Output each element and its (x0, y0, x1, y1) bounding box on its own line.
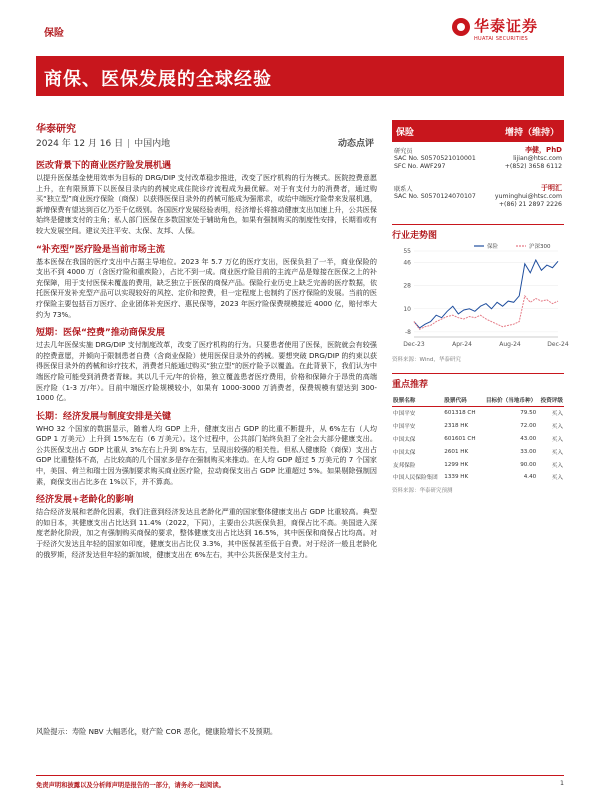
legend-label: 沪深300 (529, 244, 551, 250)
risk-warning: 风险提示：寿险 NBV 大幅恶化，财产险 COR 恶化，健康险增长不及预期。 (36, 727, 278, 736)
section-text: WHO 32 个国家的数据显示，随着人均 GDP 上升，健康支出占 GDP 的比重不断提升，从 6%左右（人均 GDP 1 万美元）上升到 15%左右（6 万美元）。这个过程中，公共部门始终负担了全社会大部分健康支出。公共医保支出占 GDP 比重从 3%左右上升到 8%左右，呈现出较强的相关性。但私人健康险（商保）支出占 GDP 比重整体不高，占比较高的几个国家多是存在强制购买来推动。在人均 GDP 超过 5 万美元的 7 个国家中，美国、荷兰和瑞士因为强制要求购买商业医疗险，拉动商保支出占 GDP 比重超过 5%。如果剔除强制因素，商保支出占比多在 1%以下，并不算高。 (36, 423, 377, 486)
picks-source: 资料来源：华泰研究预测 (392, 487, 453, 494)
investment-rating: 买入 (551, 475, 563, 482)
analyst-phone: +(86) 21 2897 2226 (498, 201, 562, 208)
stock-name: 中国太保 (393, 436, 416, 443)
investment-rating: 买入 (551, 411, 563, 418)
stock-code: 601318 CH (444, 410, 476, 417)
x-tick-label: Apr-24 (452, 341, 472, 348)
picks-row (392, 471, 564, 484)
picks-table (392, 394, 564, 484)
stock-code: 1299 HK (444, 461, 469, 468)
trend-title: 行业走势图 (392, 224, 564, 241)
stock-code: 601601 CH (444, 435, 476, 442)
footer-disclaimer: 免责声明和披露以及分析师声明是报告的一部分，请务必一起阅读。 (36, 782, 225, 789)
x-tick-label: Aug-24 (499, 341, 521, 348)
section-title: “补充型”医疗险是当前市场主流 (36, 244, 165, 255)
y-tick-label: -8 (405, 328, 411, 336)
y-tick-label: 10 (403, 305, 411, 313)
logo-subtext: HUATAI SECURITIES (474, 36, 528, 42)
investment-rating: 买入 (551, 449, 563, 456)
report-type: 动态点评 (338, 139, 375, 149)
rating-value: 增持（维持） (504, 128, 559, 138)
section-text: 基本医保在我国的医疗支出中占据主导地位。2023 年 5.7 万亿的医疗支出，医保负担了一半，商业保险的支出不到 4000 万（含医疗险和重疾险），占比不到一成。商业医疗险目前的主流产品是嫁接在医保之上的补充保障，用于支付医保未覆盖的费用，缺乏独立于医保的商保产品。保险行业历史上缺乏完善的医疗数据，依托医保开发补充型产品可以实现较好的风控、定价和控费，但一定程度上也制约了医疗保险的发展。当前的医疗保险主要包括百万医疗、企业团体补充医疗、惠民保等，2023 年医疗险保费规模接近 4000 亿，赔付率大约为 73%。 (36, 256, 377, 319)
trend-source: 资料来源：Wind，华泰研究 (392, 357, 461, 363)
section-text: 以提升医保基金使用效率为目标的 DRG/DIP 支付改革稳步推进，改变了医疗机构的行为模式。医院控费意愿上升，在有限预算下以医保目录内的药械完成住院诊疗流程成为最优解。对于有支付力的消费者，通过购买“独立型”商业医疗保险（商保）以获得医保目录外的药械可能成为强需求，或给中端医疗险带来发展机遇，新增保费有望达到百亿乃至千亿级别。各国医疗发展经验表明，经济增长将推动健康支出加速上升，公共医保始终是健康支付的主角；私人部门医保在多数国家处于辅助角色，如果有强制购买的制度性安排，长期看或有较大发展空间。建议关注平安、太保、友邦、人保。 (36, 173, 377, 235)
analyst-email[interactable]: lijian@htsc.com (513, 155, 562, 162)
title-banner (36, 56, 564, 96)
report-date: 2024 年 12 月 16 日 (36, 139, 124, 149)
y-tick-label: 28 (403, 282, 411, 290)
picks-row (392, 445, 564, 458)
target-price: 4.40 (523, 474, 537, 481)
report-meta: 2024 年 12 月 16 日 | 中国内地 (36, 139, 171, 149)
analyst-role: 联系人 (394, 186, 413, 193)
trend-chart (392, 241, 569, 353)
section-title: 医改背景下的商业医疗险发展机遇 (36, 161, 172, 171)
investment-rating: 买入 (551, 436, 563, 443)
stock-code: 2318 HK (444, 423, 469, 430)
picks-header: 股票名称 (392, 394, 443, 407)
rating-sector: 保险 (396, 128, 415, 138)
analyst-name: 李健，PhD (525, 146, 562, 154)
analyst-sac: SAC No. S0570521010001 (394, 155, 476, 162)
rating-header (392, 120, 564, 142)
huatai-logo (452, 14, 564, 48)
section-text: 过去几年医保实施 DRG/DIP 支付制度改革，改变了医疗机构的行为。只要患者使用了医保，医院就会有较强的控费意愿，并倾向于限制患者自费（含商业保险）使用医保目录外的药械。要想突破 DRG/DIP 的约束以获得医保目录外的药械和诊疗技术，消费者只能通过购买“独立型”的医疗险予以覆盖。在此背景下，我们认为中端医疗险可能受到消费者青睐。其以几千元/年的价格，独立覆盖患者医疗费用，价格和保障介于昂贵的高端医疗险（1-3 万/年）。目前中端医疗险规模较小，如果有 1000-3000 万消费者，保费规模有望达到 300-1000 亿。 (36, 340, 377, 403)
logo-text: 华泰证券 (474, 17, 539, 35)
target-price: 33.00 (520, 448, 537, 455)
analyst-block (392, 180, 564, 218)
picks-header-row (392, 394, 564, 407)
picks-header: 股票代码 (443, 394, 479, 407)
target-price: 72.00 (520, 423, 537, 430)
picks-title: 重点推荐 (392, 373, 564, 390)
target-price: 43.00 (520, 435, 537, 442)
investment-rating: 买入 (551, 462, 563, 469)
analyst-role: 研究员 (394, 148, 413, 155)
picks-row (392, 458, 564, 471)
stock-code: 2601 HK (444, 448, 469, 455)
picks-header: 目标价（当地币种） (480, 394, 537, 407)
x-tick-label: Dec-23 (403, 341, 425, 348)
series-line (414, 260, 558, 328)
section-text: 结合经济发展和老龄化因素，我们注意到经济发达且老龄化严重的国家整体健康支出占 GDP 比重较高。典型的如日本，其健康支出占比达到 11.4%（2022，下同），主要由公共医保负担，商保占比不高。美国进入深度老龄化阶段，加之有强制购买商保的要求，整体健康支出占比达到 16.5%，其中医保和商保占比均高。对于经济欠发达且年轻的国家如印度，健康支出占比仅 3.3%，其中医保甚至低于自费。对于经济一般且老龄化的俄罗斯，经济发达但年轻的新加坡，健康支出在 6%左右，其中公共医保是支付主力。 (36, 507, 377, 559)
analyst-email[interactable]: yuminghui@htsc.com (494, 193, 562, 200)
top-bar (36, 18, 564, 46)
target-price: 90.00 (520, 461, 537, 468)
stock-code: 1339 HK (444, 474, 469, 481)
report-body (36, 152, 377, 560)
analyst-block (392, 142, 564, 180)
stock-name: 中国平安 (393, 411, 416, 418)
stock-name: 中国平安 (393, 424, 416, 431)
section-title: 长期：经济发展与制度安排是关键 (36, 411, 172, 422)
picks-row (392, 407, 564, 420)
section-title: 经济发展+老龄化的影响 (36, 495, 134, 506)
report-title: 商保、医保发展的全球经验 (44, 69, 272, 90)
x-tick-label: Dec-24 (547, 341, 569, 348)
section-title: 短期：医保“控费”推动商保发展 (36, 328, 165, 339)
logo-icon (452, 18, 470, 36)
investment-rating: 买入 (551, 424, 563, 431)
analyst-sac: SAC No. S0570124070107 (394, 193, 476, 200)
y-tick-label: 55 (403, 248, 411, 255)
target-price: 79.50 (520, 410, 537, 417)
picks-row (392, 433, 564, 446)
stock-name: 中国太保 (393, 449, 416, 456)
report-region: 中国内地 (134, 139, 171, 149)
analyst-name: 于明汇 (541, 184, 562, 192)
sector-tag: 保险 (44, 28, 64, 39)
picks-row (392, 420, 564, 433)
analyst-sfc: SFC No. AWF297 (394, 163, 446, 170)
trend-chart-svg (392, 241, 569, 353)
footer (36, 775, 564, 789)
page-number: 1 (559, 780, 564, 787)
picks-header: 投资评级 (537, 394, 564, 407)
y-tick-label: 46 (403, 259, 411, 267)
sidebar (392, 120, 569, 494)
legend-label: 保险 (487, 244, 499, 250)
stock-name: 友邦保险 (393, 462, 416, 469)
series-line (414, 296, 558, 329)
stock-name: 中国人民保险集团 (393, 475, 438, 482)
org-name: 华泰研究 (36, 124, 76, 135)
analyst-phone: +(852) 3658 6112 (504, 163, 562, 170)
